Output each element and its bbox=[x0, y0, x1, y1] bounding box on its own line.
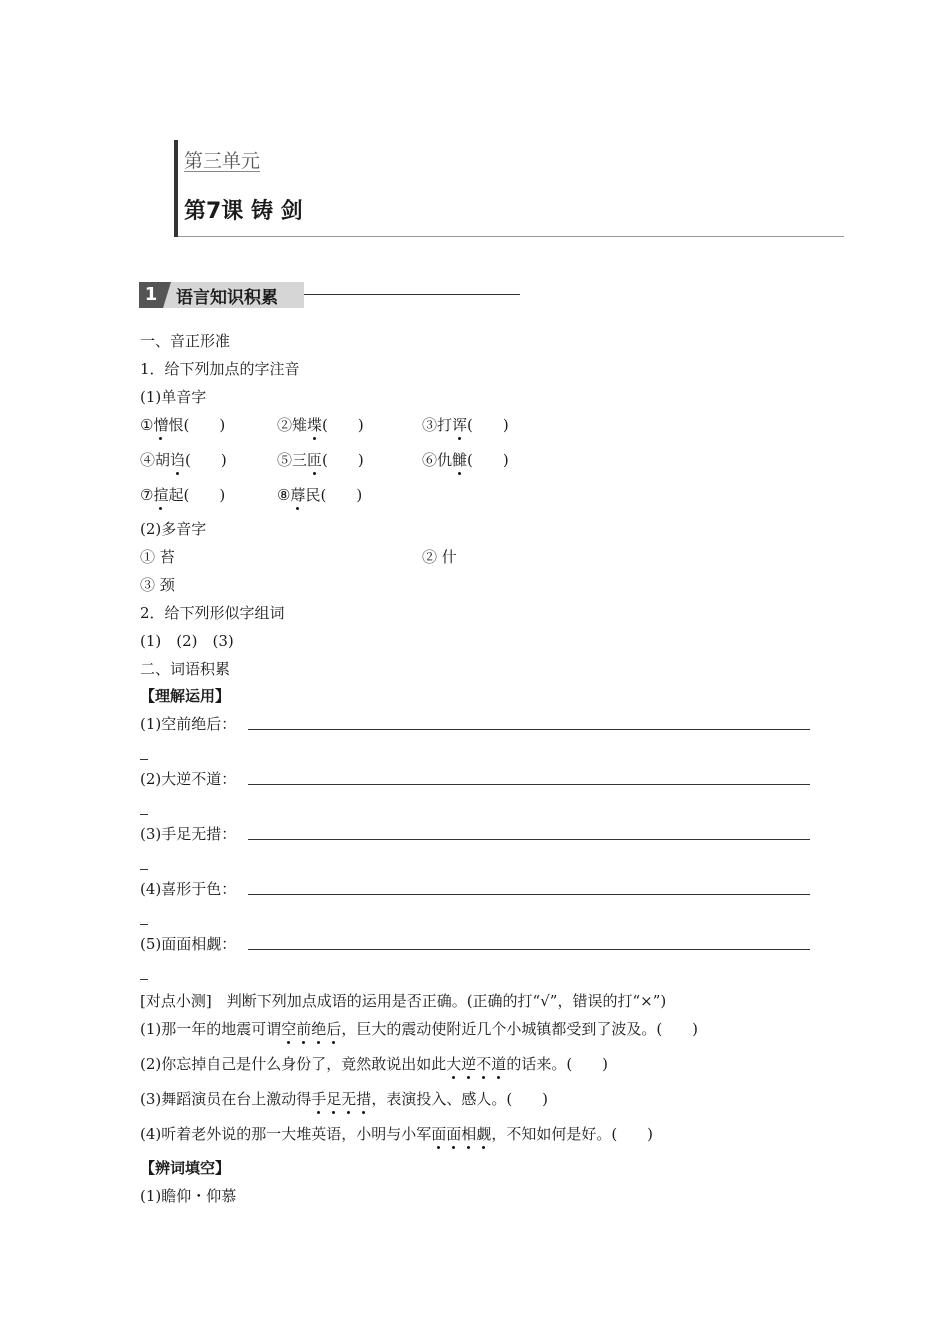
term-4: (4)喜形于色： bbox=[140, 880, 237, 898]
section-badge-notch bbox=[163, 282, 171, 308]
word-char: 民 bbox=[305, 486, 321, 504]
word-char: 恨 bbox=[168, 416, 184, 434]
item-number: ⑤ bbox=[277, 451, 293, 469]
dotted-char: 匝 bbox=[307, 451, 323, 469]
pronunciation-item bbox=[277, 414, 364, 435]
quiz-text: (1)那一年的地震可谓 bbox=[140, 1020, 282, 1038]
item-number: ⑥ bbox=[422, 451, 438, 469]
answer-line-3[interactable] bbox=[248, 839, 810, 840]
dotted-char: 觑 bbox=[476, 1125, 492, 1143]
lesson-title: 第7课 铸 剑 bbox=[184, 199, 303, 224]
answer-blank[interactable]: ( ) bbox=[183, 486, 226, 504]
dotted-char: 空 bbox=[281, 1020, 297, 1038]
answer-blank[interactable]: ( ) bbox=[322, 416, 364, 434]
dotted-char: 绝 bbox=[311, 1020, 327, 1038]
quiz-text: (3)舞蹈演员在台上激动得 bbox=[140, 1090, 312, 1108]
single-sound-label: (1)单音字 bbox=[140, 388, 207, 406]
answer-line-1[interactable] bbox=[248, 729, 810, 730]
quiz-text: (2)你忘掉自己是什么身份了，竟然敢说出如此 bbox=[140, 1055, 447, 1073]
understand-heading: 【理解运用】 bbox=[140, 687, 231, 705]
dotted-char: 措 bbox=[356, 1090, 372, 1108]
quiz-text: (4)听着老外说的那一大堆英语，小明与小军 bbox=[140, 1125, 432, 1143]
quiz-item bbox=[140, 1123, 653, 1144]
item-number: ⑦ bbox=[140, 486, 154, 504]
answer-blank[interactable]: ( ) bbox=[467, 416, 509, 434]
term-2: (2)大逆不道： bbox=[140, 770, 237, 788]
item-number: ④ bbox=[140, 451, 156, 469]
dotted-char: 揎 bbox=[153, 486, 169, 504]
quiz-intro: [对点小测] 判断下列加点成语的运用是否正确。(正确的打“√”，错误的打“×”) bbox=[140, 992, 667, 1010]
dotted-char: 面 bbox=[431, 1125, 447, 1143]
dotted-char: 足 bbox=[326, 1090, 342, 1108]
dotted-char: 不 bbox=[476, 1055, 492, 1073]
pronunciation-item bbox=[140, 414, 225, 435]
quiz-item bbox=[140, 1088, 548, 1109]
word-char: 胡 bbox=[155, 451, 171, 469]
quiz-text: ，不知如何是好。( ) bbox=[491, 1125, 654, 1143]
unit-bar bbox=[174, 140, 178, 237]
item-number: ① bbox=[140, 416, 154, 434]
section-title: 语言知识积累 bbox=[176, 288, 278, 308]
quiz-item bbox=[140, 1018, 698, 1039]
dotted-char: 诌 bbox=[170, 451, 186, 469]
word-char: 雉 bbox=[292, 416, 308, 434]
answer-line-2-cont bbox=[140, 814, 148, 815]
pronunciation-item bbox=[422, 414, 509, 435]
quiz-item bbox=[140, 1053, 608, 1074]
section-number: 1 bbox=[139, 282, 163, 308]
quiz-text: ，巨大的震动使附近几个小城镇都受到了波及。( ) bbox=[341, 1020, 699, 1038]
word-char: 三 bbox=[292, 451, 308, 469]
dotted-char: 面 bbox=[446, 1125, 462, 1143]
answer-blank[interactable]: ( ) bbox=[322, 451, 364, 469]
question-2: 2．给下列形似字组词 bbox=[140, 604, 285, 622]
dotted-char: 堞 bbox=[307, 416, 323, 434]
question-2-items: (1) (2) (3) bbox=[140, 632, 234, 650]
term-1: (1)空前绝后： bbox=[140, 715, 237, 733]
dotted-char: 雠 bbox=[452, 451, 468, 469]
dotted-char: 蓐 bbox=[290, 486, 306, 504]
dotted-char: 无 bbox=[341, 1090, 357, 1108]
word-char: 起 bbox=[168, 486, 184, 504]
pronunciation-item bbox=[422, 449, 509, 470]
dotted-char: 逆 bbox=[461, 1055, 477, 1073]
multi-item-1: ① 苔 bbox=[140, 548, 175, 566]
pronunciation-item bbox=[277, 484, 362, 505]
question-1: 1．给下列加点的字注音 bbox=[140, 360, 300, 378]
pronunciation-item bbox=[140, 449, 227, 470]
answer-line-2[interactable] bbox=[248, 784, 810, 785]
answer-line-5[interactable] bbox=[248, 949, 810, 950]
dotted-char: 相 bbox=[461, 1125, 477, 1143]
dotted-char: 道 bbox=[491, 1055, 507, 1073]
item-number: ⑧ bbox=[277, 486, 291, 504]
unit-title: 第三单元 bbox=[184, 150, 261, 172]
multi-item-2: ② 什 bbox=[422, 548, 457, 566]
answer-blank[interactable]: ( ) bbox=[185, 451, 227, 469]
word-char: 仇 bbox=[437, 451, 453, 469]
part2-title: 二、词语积累 bbox=[140, 660, 231, 678]
answer-blank[interactable]: ( ) bbox=[183, 416, 226, 434]
word-pair-1: (1)瞻仰・仰慕 bbox=[140, 1187, 237, 1205]
multi-item-3: ③ 颈 bbox=[140, 576, 175, 594]
word-char: 打 bbox=[437, 416, 453, 434]
term-3: (3)手足无措： bbox=[140, 825, 237, 843]
answer-line-4[interactable] bbox=[248, 894, 810, 895]
item-number: ② bbox=[277, 416, 293, 434]
answer-line-3-cont bbox=[140, 869, 148, 870]
pronunciation-item bbox=[277, 449, 364, 470]
dotted-char: 后 bbox=[326, 1020, 342, 1038]
answer-line-5-cont bbox=[140, 979, 148, 980]
term-5: (5)面面相觑： bbox=[140, 935, 237, 953]
multi-sound-label: (2)多音字 bbox=[140, 520, 207, 538]
answer-blank[interactable]: ( ) bbox=[467, 451, 509, 469]
dotted-char: 大 bbox=[446, 1055, 462, 1073]
quiz-text: ，表演投入、感人。( ) bbox=[371, 1090, 549, 1108]
quiz-text: 的话来。( ) bbox=[506, 1055, 609, 1073]
part1-title: 一、音正形准 bbox=[140, 332, 231, 350]
header-rule bbox=[178, 236, 844, 237]
distinguish-heading: 【辨词填空】 bbox=[140, 1159, 231, 1177]
dotted-char: 手 bbox=[311, 1090, 327, 1108]
answer-line-1-cont bbox=[140, 759, 148, 760]
dotted-char: 前 bbox=[296, 1020, 312, 1038]
section-rule bbox=[304, 294, 520, 295]
item-number: ③ bbox=[422, 416, 438, 434]
answer-line-4-cont bbox=[140, 924, 148, 925]
dotted-char: 憎 bbox=[153, 416, 169, 434]
dotted-char: 诨 bbox=[452, 416, 468, 434]
answer-blank[interactable]: ( ) bbox=[320, 486, 363, 504]
pronunciation-item bbox=[140, 484, 225, 505]
